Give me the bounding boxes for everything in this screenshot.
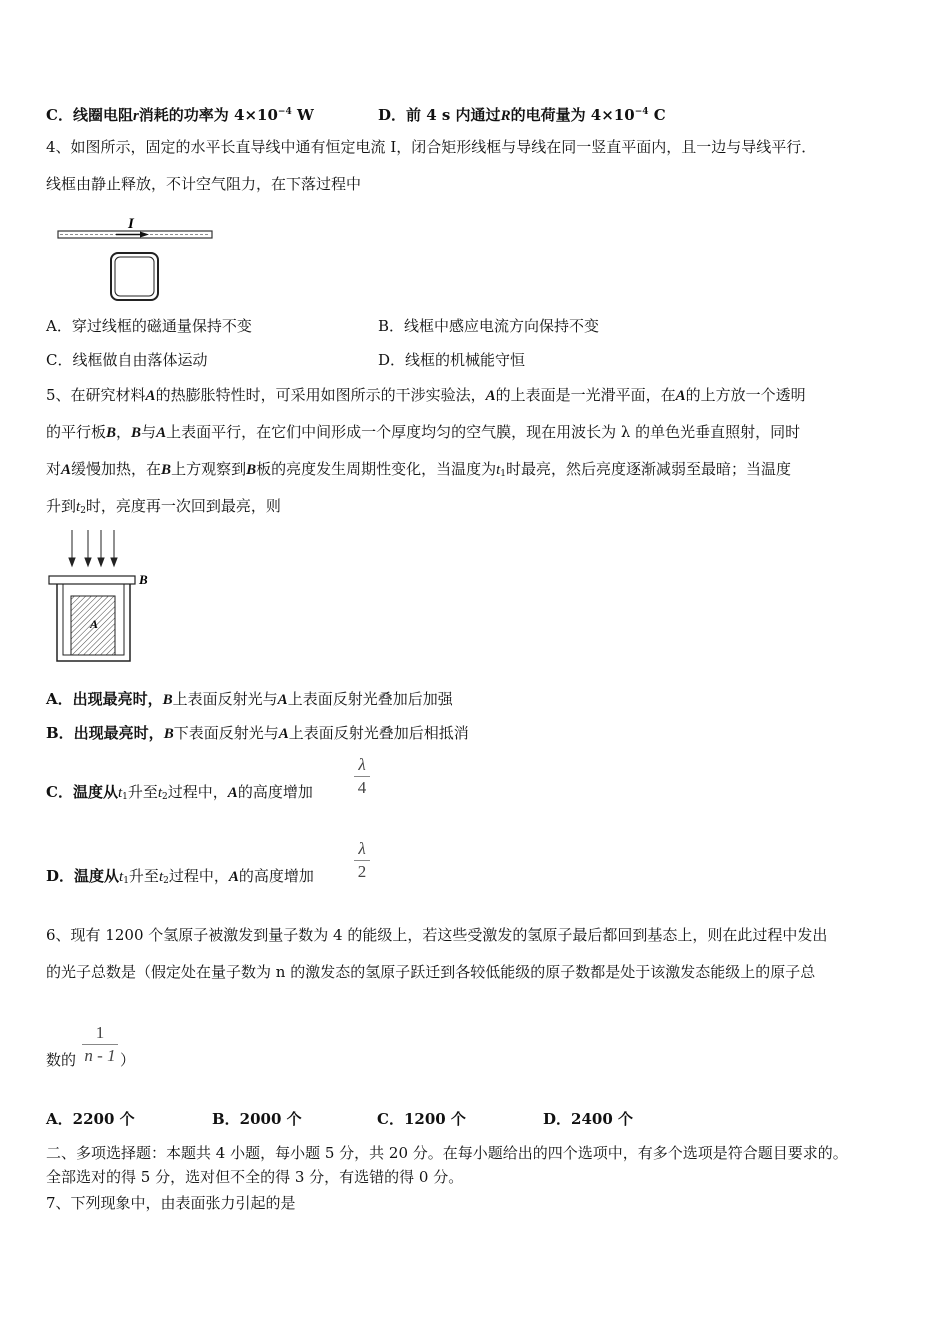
q4-option-b[interactable]: B．线框中感应电流方向保持不变 <box>378 317 600 335</box>
q5-stem-line2: 的平行板B，B与A上表面平行，在它们中间形成一个厚度均匀的空气膜，现在用波长为 λ 的单色光垂直照射，同时 <box>46 423 801 441</box>
coil-inner <box>115 257 154 296</box>
q6-close-paren: ） <box>120 1051 136 1069</box>
q5-stem-line4: 升到$t_2$时，亮度再一次回到最亮，则 <box>46 497 281 516</box>
q5-option-d[interactable]: D．温度从$t_1$升至$t_2$过程中，A的高度增加 <box>46 867 314 886</box>
fraction-lambda-4: λ 4 <box>354 756 370 797</box>
fraction-1-over-n-1: 1 n - 1 <box>82 1024 118 1065</box>
q5-stem-line3: 对A缓慢加热，在B上方观察到B板的亮度发生周期性变化，当温度为$t_1$时最亮，然后亮度逐渐减弱至最暗；当温度 <box>46 460 792 479</box>
current-label: I <box>128 216 134 232</box>
coil-outer <box>111 253 158 300</box>
q6-stem-line3: 数的 <box>46 1051 77 1069</box>
q5-figure <box>44 530 164 665</box>
plate-b <box>49 576 135 584</box>
q6-stem-line1: 6、现有 1200 个氢原子被激发到量子数为 4 的能级上，若这些受激发的氢原子最后都回到基态上，则在此过程中发出 <box>46 926 828 944</box>
q4-figure <box>56 214 216 304</box>
q5-stem-line1: 5、在研究材料A的热膨胀特性时，可采用如图所示的干涉实验法，A的上表面是一光滑平面，在A的上方放一个透明 <box>46 386 806 404</box>
q4-stem-line2: 线框由静止释放，不计空气阻力，在下落过程中 <box>46 175 362 193</box>
q3-option-d[interactable]: D．前 4 s 内通过R的电荷量为 $4\times 10^{-4}$ C <box>378 106 666 124</box>
q3-option-c[interactable]: C．线圈电阻r消耗的功率为 $4\times 10^{-4}$ W <box>46 106 314 124</box>
q6-option-b[interactable]: B．2000 个 <box>212 1110 302 1128</box>
q4-option-d[interactable]: D．线框的机械能守恒 <box>378 351 526 369</box>
label-a: A <box>90 617 99 631</box>
label-b: B <box>139 572 148 587</box>
q7-stem: 7、下列现象中，由表面张力引起的是 <box>46 1194 296 1212</box>
q5-option-a[interactable]: A．出现最亮时，B上表面反射光与A上表面反射光叠加后加强 <box>46 690 453 708</box>
q4-option-a[interactable]: A．穿过线框的磁通量保持不变 <box>46 317 252 335</box>
fraction-lambda-2: λ 2 <box>354 840 370 881</box>
section2-heading-line2: 全部选对的得 5 分，选对但不全的得 3 分，有选错的得 0 分。 <box>46 1168 464 1186</box>
light-arrows <box>69 530 117 566</box>
q6-option-d[interactable]: D．2400 个 <box>543 1110 633 1128</box>
q5-option-c[interactable]: C．温度从$t_1$升至$t_2$过程中，A的高度增加 <box>46 783 313 802</box>
q4-stem-line1: 4、如图所示，固定的水平长直导线中通有恒定电流 I，闭合矩形线框与导线在同一竖直平面内，且一边与导线平行． <box>46 138 817 156</box>
q4-option-c[interactable]: C．线框做自由落体运动 <box>46 351 208 369</box>
q6-option-c[interactable]: C．1200 个 <box>377 1110 466 1128</box>
q6-option-a[interactable]: A．2200 个 <box>46 1110 135 1128</box>
section2-heading-line1: 二、多项选择题：本题共 4 小题，每小题 5 分，共 20 分。在每小题给出的四个选项中，有多个选项是符合题目要求的。 <box>46 1144 848 1162</box>
q5-option-b[interactable]: B．出现最亮时，B下表面反射光与A上表面反射光叠加后相抵消 <box>46 724 469 742</box>
q6-stem-line2: 的光子总数是（假定处在量子数为 n 的激发态的氢原子跃迁到各较低能级的原子数都是处于该激发态能级上的原子总 <box>46 963 816 981</box>
